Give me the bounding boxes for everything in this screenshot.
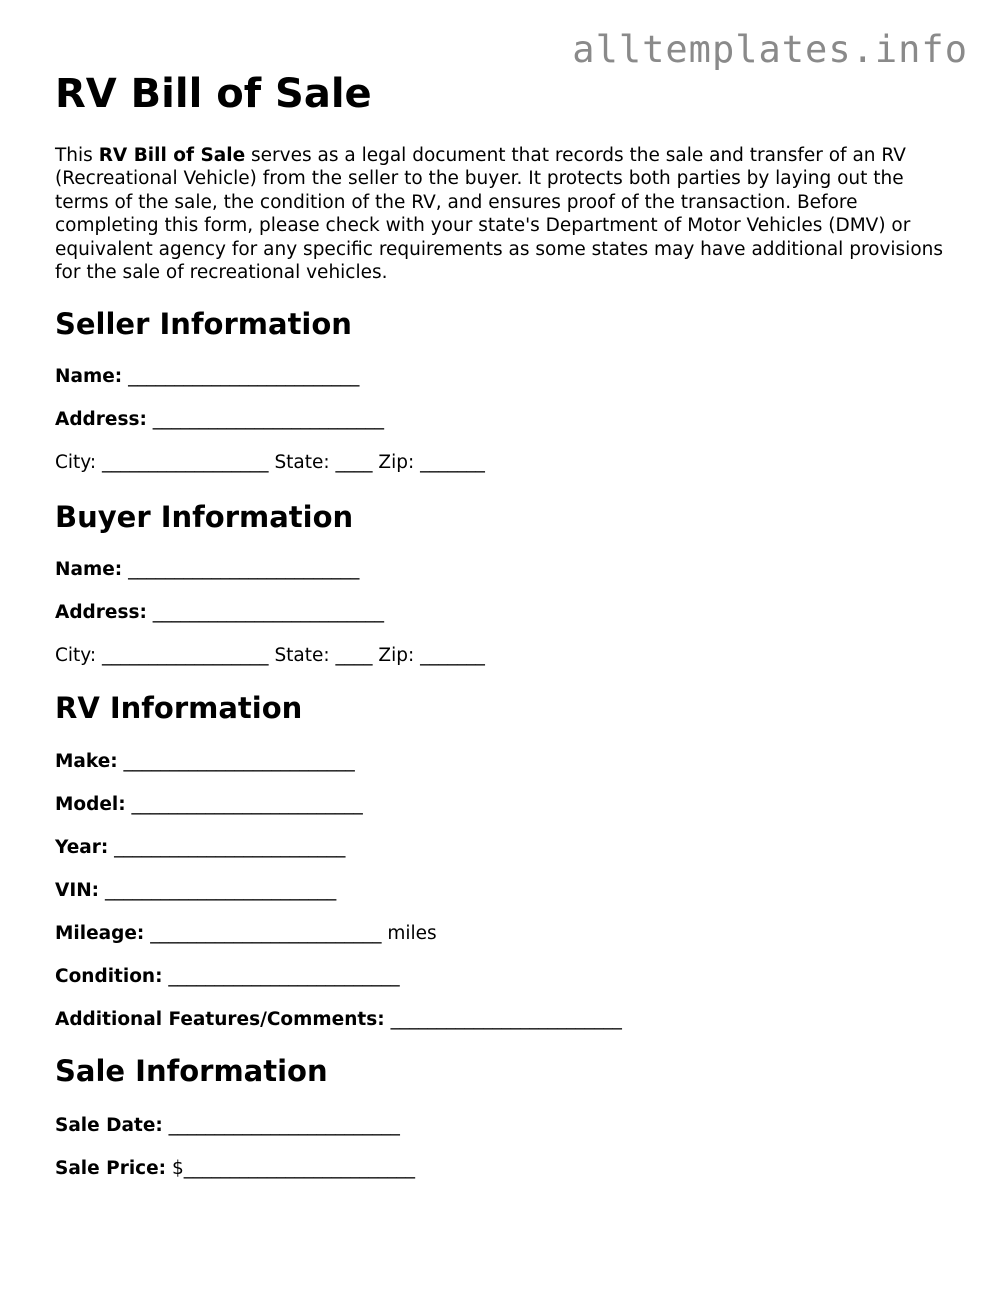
buyer-city-row [55, 644, 485, 668]
page-title: RV Bill of Sale [55, 71, 372, 117]
rv-condition-label: Condition: [55, 966, 163, 987]
buyer-section [55, 497, 955, 666]
buyer-city-field[interactable]: __________________ [102, 645, 269, 666]
seller-address-field[interactable]: _________________________ [152, 409, 385, 430]
seller-city-row [55, 451, 485, 475]
seller-name-row [55, 365, 359, 389]
sale-price-row [55, 1157, 415, 1181]
buyer-state-field[interactable]: ____ [335, 645, 373, 666]
rv-make-field[interactable]: _________________________ [123, 751, 355, 772]
buyer-address-label: Address: [55, 602, 147, 623]
seller-name-label: Name: [55, 366, 123, 387]
rv-mileage-unit: miles [387, 923, 437, 944]
intro-post: serves as a legal document that records the sale and transfer of an RV (Recreational Vehicle) from the seller to the buyer. It protects both parties by laying out the terms of the sale, the condition of the RV, and ensures proof of the transaction. Before completing this form, please check with your state's Department of Motor Vehicles (DMV) or equivalent agency for any specific requirements as some states may have additional provisions for the sale of recreational vehicles. [55, 145, 944, 284]
buyer-zip-label: Zip: [378, 645, 415, 666]
buyer-state-label: State: [274, 645, 330, 666]
rv-features-field[interactable]: _________________________ [390, 1009, 622, 1030]
rv-model-row [55, 793, 363, 817]
intro-pre: This [55, 145, 99, 166]
rv-heading: RV Information [55, 691, 303, 725]
intro-bold: RV Bill of Sale [98, 145, 246, 166]
sale-heading: Sale Information [55, 1054, 328, 1088]
buyer-address-row [55, 601, 384, 625]
buyer-address-field[interactable]: _________________________ [152, 602, 385, 623]
buyer-name-field[interactable]: _________________________ [128, 559, 360, 580]
sale-date-row [55, 1114, 400, 1138]
buyer-heading: Buyer Information [55, 500, 354, 534]
rv-vin-field[interactable]: _________________________ [104, 880, 337, 901]
rv-vin-row [55, 879, 336, 903]
seller-heading: Seller Information [55, 307, 352, 341]
seller-zip-label: Zip: [378, 452, 415, 473]
watermark: alltemplates.info [572, 28, 968, 71]
rv-mileage-field[interactable]: _________________________ [150, 923, 382, 944]
seller-address-label: Address: [55, 409, 147, 430]
buyer-name-row [55, 558, 359, 582]
buyer-city-label: City: [55, 645, 97, 666]
sale-price-prefix: $ [171, 1158, 184, 1179]
rv-mileage-row [55, 922, 437, 946]
rv-model-label: Model: [55, 794, 126, 815]
rv-make-label: Make: [55, 751, 118, 772]
seller-state-field[interactable]: ____ [335, 452, 373, 473]
rv-condition-row [55, 965, 400, 989]
rv-features-label: Additional Features/Comments: [55, 1009, 385, 1030]
rv-section [55, 688, 955, 1030]
seller-city-label: City: [55, 452, 97, 473]
sale-date-label: Sale Date: [55, 1115, 163, 1136]
buyer-name-label: Name: [55, 559, 123, 580]
sale-price-field[interactable]: _________________________ [183, 1158, 415, 1179]
seller-section [55, 304, 955, 473]
rv-year-field[interactable]: _________________________ [114, 837, 346, 858]
document-page [55, 66, 955, 1179]
rv-year-row [55, 836, 345, 860]
rv-model-field[interactable]: _________________________ [131, 794, 363, 815]
sale-price-label: Sale Price: [55, 1158, 167, 1179]
rv-vin-label: VIN: [55, 880, 100, 901]
seller-zip-field[interactable]: _______ [420, 452, 485, 473]
seller-name-field[interactable]: _________________________ [128, 366, 360, 387]
seller-city-field[interactable]: __________________ [102, 452, 269, 473]
rv-make-row [55, 750, 355, 774]
rv-mileage-label: Mileage: [55, 923, 145, 944]
rv-condition-field[interactable]: _________________________ [168, 966, 400, 987]
sale-section [55, 1051, 955, 1179]
sale-date-field[interactable]: _________________________ [168, 1115, 400, 1136]
seller-address-row [55, 408, 384, 432]
buyer-zip-field[interactable]: _______ [420, 645, 485, 666]
rv-features-row [55, 1008, 622, 1032]
seller-state-label: State: [274, 452, 330, 473]
intro-paragraph [55, 144, 950, 284]
rv-year-label: Year: [55, 837, 109, 858]
